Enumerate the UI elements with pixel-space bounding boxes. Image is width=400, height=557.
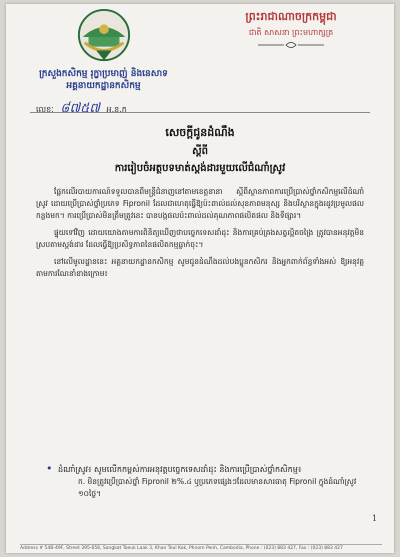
reference-suffix: អ.ន.ក [106,105,127,114]
document-page [6,4,394,553]
directive-text: ដំណាំស្រូវ៖ សូមលើកកម្ពស់ការអនុវត្តបច្ចេកទេសដាំដុះ និងការប្រើប្រាស់ថ្នាំកសិកម្ម៖ [58,465,302,474]
footer-address: Address # 54B-49F, Street 395-656, Sangkat Toeuk Laak 3, Khan Toul Kok, Phnom Penh, Cambodia, Phone : (023) 883 427, Fax : (023) 883 427 [20,544,382,551]
title-line-3: ការរៀបចំអត្ថបទមាត់ស្តង់ដារមួយលើជំណាំស្រូវ [114,163,286,174]
page-number: 1 [372,514,378,523]
body-paragraph: ផ្ទុយទៅវិញ ដោយយោងតាមការពិនិត្យឃើញថាបច្ចេកទេសដាំដុះ និងការគ្រប់គ្រងសត្វល្អិតចង្រៃ ត្រូវបានអនុវត្តមិនស្របតាមស្តង់ដារ ដែលធ្វើឱ្យប្រសិទ្ធភាពនៃផលិតកម្មធ្លាក់ចុះ។ [36,228,364,249]
directive-subitem: ក. មិនត្រូវប្រើប្រាស់ថ្នាំ Fipronil ២%.៤ ឬប្រភេទផ្សេងៗដែលមានសារធាតុ Fipronil ក្នុងដំណាំស្រូវ ១០ថ្ងៃ។ [78,477,357,498]
reference-number [36,100,127,119]
reference-prefix: លេខៈ [36,105,54,114]
ministry-name: ក្រសួងកសិកម្ម រុក្ខាប្រមាញ់ និងនេសាទ [39,69,168,79]
national-motto: ជាតិ សាសនា ព្រះមហាក្សត្រ [248,28,334,37]
ministry-emblem-icon [75,8,133,64]
header-divider [30,112,370,113]
bullet-icon: • [46,462,53,475]
title-line-2: ស្ដីពី [192,146,208,157]
directive-item [46,462,366,476]
title-line-1: សេចក្ដីជូនដំណឹង [165,126,235,139]
body-paragraph: ផ្អែកលើរបាយការណ៍ទទួលបានពីមន្ត្រីជំនាញនៅតាមខេត្តនានា ស្ដីពីស្ថានភាពការប្រើប្រាស់ថ្នាំកសិកម្មលើដំណាំស្រូវ ដោយប្រើប្រាស់ថ្នាំប្រភេទ Fipronil ដែលជាហេតុធ្វើឱ្យប៉ះពាល់ដល់សុខភាពមនុស្ស និងបរិស្ថានក្នុងរដូវប្រមូលផលកន្លងមក។ ការប្រើប្រាស់មិនត្រឹមត្រូវនេះ បានបង្កផលប៉ះពាល់ដល់គុណភាពផលិតផល និងទីផ្សារ។ [36,187,364,220]
document-title [6,126,394,176]
department-name: អគ្គនាយកដ្ឋានកសិកម្ម [66,81,141,91]
ornament-divider-icon [256,41,326,49]
body-paragraph: នៅលើមូលដ្ឋាននេះ អគ្គនាយកដ្ឋានកសិកម្ម សូមជូនដំណឹងដល់បងប្អូនកសិករ និងអ្នកពាក់ព័ន្ធទាំងអស់ ឱ្យអនុវត្តតាមការណែនាំខាងក្រោម៖ [36,257,364,278]
document-body [36,186,364,285]
kingdom-header [191,10,391,49]
ministry-header [16,8,191,92]
kingdom-title: ព្រះរាជាណាចក្រកម្ពុជា [245,10,337,23]
reference-handwritten-number: ៨៧៥៧ [60,101,100,116]
